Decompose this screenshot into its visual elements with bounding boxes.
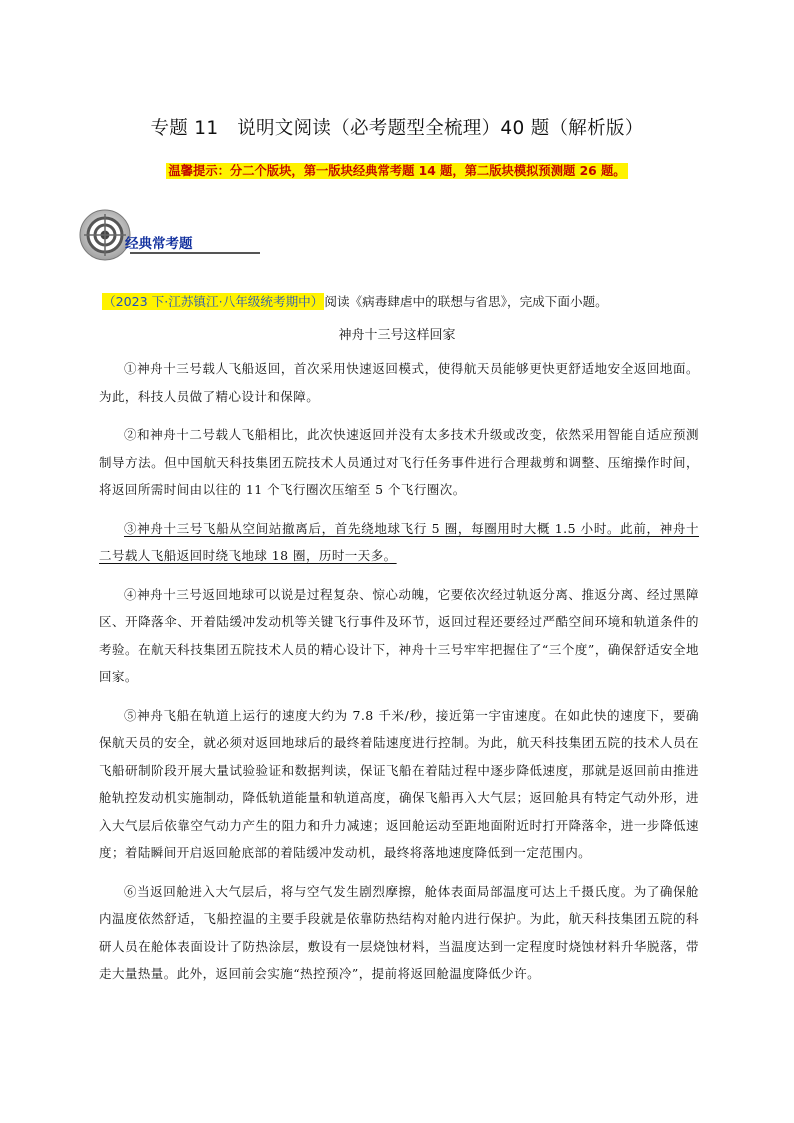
paragraph-3 [99,515,699,570]
document-title: 专题 11 说明文阅读（必考题型全梳理）40 题（解析版） [150,118,644,139]
paragraph-3-underlined: ③神舟十三号飞船从空间站撤离后，首先绕地球飞行 5 圈，每圈用时大概 1.5 小时。此前，神舟十二号载人飞船返回时绕飞地球 18 圈，历时一天多。 [99,520,699,563]
paragraph-1: ①神舟十三号载人飞船返回，首次采用快速返回模式，使得航天员能够更快更舒适地安全返回地面。为此，科技人员做了精心设计和保障。 [99,361,699,404]
source-tag: （2023 下·江苏镇江·八年级统考期中） [103,294,324,309]
target-icon [78,208,132,262]
tip-line [0,160,794,179]
source-instruction: 阅读《病毒肆虐中的联想与省思》，完成下面小题。 [324,294,608,309]
article-title: 神舟十三号这样回家 [338,328,456,343]
tip-text: 温馨提示：分二个版块，第一版块经典常考题 14 题，第二版块模拟预测题 26 题。 [168,164,626,178]
section-underline [130,252,260,254]
article-body [99,355,699,999]
section-header [78,208,248,270]
paragraph-2: ②和神舟十二号载人飞船相比，此次快速返回并没有太多技术升级或改变，依然采用智能自适应预测制导方法。但中国航天科技集团五院技术人员通过对飞行任务事件进行合理裁剪和调整、压缩操作时间，将返回所需时间由以往的 11 个飞行圈次压缩至 5 个飞行圈次。 [99,427,699,497]
section-label: 经典常考题 [125,236,193,252]
paragraph-4: ④神舟十三号返回地球可以说是过程复杂、惊心动魄，它要依次经过轨返分离、推返分离、经过黑障区、开降落伞、开着陆缓冲发动机等关键飞行事件及环节，返回过程还要经过严酷空间环境和轨道条件的考验。在航天科技集团五院技术人员的精心设计下，神舟十三号牢牢把握住了“三个度”，确保舒适安全地回家。 [99,586,699,684]
paragraph-5: ⑤神舟飞船在轨道上运行的速度大约为 7.8 千米/秒，接近第一宇宙速度。在如此快的速度下，要确保航天员的安全，就必须对返回地球后的最终着陆速度进行控制。为此，航天科技集团五院的技术人员在飞船研制阶段开展大量试验验证和数据判读，保证飞船在着陆过程中逐步降低速度，那就是返回前由推进舱轨控发动机实施制动，降低轨道能量和轨道高度，确保飞船再入大气层；返回舱具有特定气动外形，进入大气层后依靠空气动力产生的阻力和升力减速；返回舱运动至距地面附近时打开降落伞，进一步降低速度；着陆瞬间开启返回舱底部的着陆缓冲发动机，最终将落地速度降低到一定范围内。 [99,707,699,860]
paragraph-6: ⑥当返回舱进入大气层后，将与空气发生剧烈摩擦，舱体表面局部温度可达上千摄氏度。为了确保舱内温度依然舒适，飞船控温的主要手段就是依靠防热结构对舱内进行保护。为此，航天科技集团五院的科研人员在舱体表面设计了防热涂层，敷设有一层烧蚀材料，当温度达到一定程度时烧蚀材料升华脱落，带走大量热量。此外，返回前会实施“热控预冷”，提前将返回舱温度降低少许。 [99,883,699,981]
question-source-line [102,291,608,310]
